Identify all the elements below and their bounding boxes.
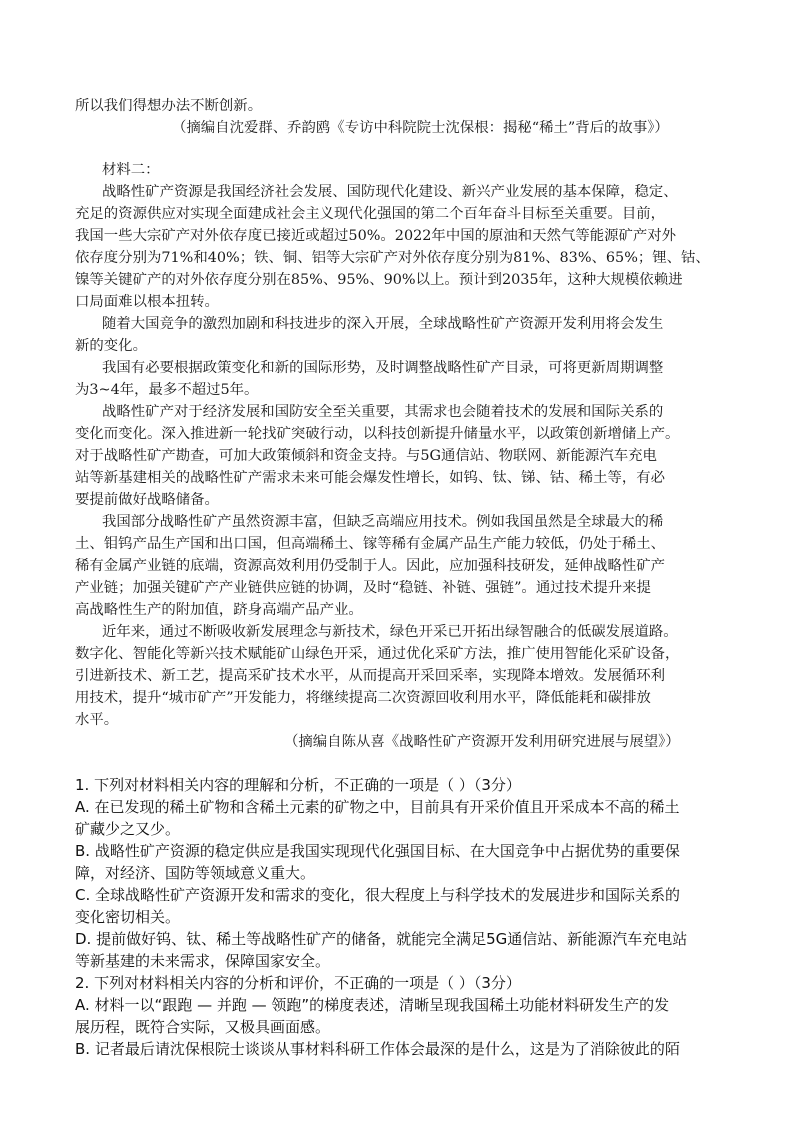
question-1-option-d: 等新基建的未来需求，保障国家安全。 [75,952,331,970]
material-two-line: 我国一些大宗矿产对外依存度已接近或超过50%。2022年中国的原油和天然气等能源矿产对外 [75,228,677,244]
material-two-line: 战略性矿产对于经济发展和国防安全至关重要，其需求也会随着技术的发展和国际关系的 [102,404,664,420]
question-1-option-d: D. 提前做好钨、钛、稀土等战略性矿产的储备，就能完全满足5G通信站、新能源汽车充电站 [75,930,688,948]
material-two-line: 随着大国竞争的激烈加剧和科技进步的深入开展，全球战略性矿产资源开发利用将会发生 [102,316,664,332]
material-two-line: 口局面难以根本扭转。 [75,294,219,310]
material-two-line: 站等新基建相关的战略性矿产需求未来可能会爆发性增长，如钨、钛、锑、钴、稀土等，有必 [75,470,666,486]
material-two-line: 对于战略性矿产勘查，可加大政策倾斜和资金支持。与5G通信站、物联网、新能源汽车充电 [75,448,657,464]
question-2-stem: 2. 下列对材料相关内容的分析和评价，不正确的一项是（ ）（3分） [75,974,521,992]
question-1-option-c: 变化密切相关。 [75,908,181,926]
question-2-option-b: B. 记者最后请沈保根院士谈谈从事材料科研工作体会最深的是什么，这是为了消除彼此的陌 [75,1040,680,1058]
question-1-option-b: 障，对经济、国防等领域意义重大。 [75,864,316,882]
material-one-closing-line: 所以我们得想办法不断创新。 [75,98,263,114]
material-two-line: 我国有必要根据政策变化和新的国际形势，及时调整战略性矿产目录，可将更新周期调整 [102,360,664,376]
question-2-option-a: 展历程，既符合实际，又极具画面感。 [75,1018,331,1036]
material-two-source: （摘编自陈从喜《战略性矿产资源开发利用研究进展与展望》） [284,734,680,750]
material-one-source: （摘编自沈爱群、乔韵鸥《专访中科院院士沈保根：揭秘“稀土”背后的故事》） [172,120,669,136]
material-two-heading: 材料二： [102,162,160,178]
material-two-line: 水平。 [75,712,119,728]
question-1-stem: 1. 下列对材料相关内容的理解和分析，不正确的一项是（ ）（3分） [75,776,521,794]
material-two-line: 数字化、智能化等新兴技术赋能矿山绿色开采，通过优化采矿方法，推广使用智能化采矿设备， [75,646,680,662]
material-two-line: 变化而变化。深入推进新一轮找矿突破行动，以科技创新提升储量水平，以政策创新增储上产。 [75,426,680,442]
material-two-line: 引进新技术、新工艺，提高采矿技术水平，从而提高开采回采率，实现降本增效。发展循环利 [75,668,666,684]
material-two-line: 镍等关键矿产的对外依存度分别在85%、95%、90%以上。预计到2035年，这种大规模依赖进 [75,272,683,288]
material-two-line: 要提前做好战略储备。 [75,492,219,508]
material-two-line: 战略性矿产资源是我国经济社会发展、国防现代化建设、新兴产业发展的基本保障，稳定、 [102,184,678,200]
material-two-line: 新的变化。 [75,338,147,354]
material-two-line: 我国部分战略性矿产虽然资源丰富，但缺乏高端应用技术。例如我国虽然是全球最大的稀 [102,514,664,530]
question-1-option-b: B. 战略性矿产资源的稳定供应是我国实现现代化强国目标、在大国竞争中占据优势的重要保 [75,842,680,860]
material-two-line: 依存度分别为71%和40%；铁、铜、铝等大宗矿产对外依存度分别为81%、83%、65%；锂、钴、 [75,250,710,266]
material-two-line: 高战略性生产的附加值，跻身高端产品产业。 [75,602,363,618]
material-two-line: 土、钼钨产品生产国和出口国，但高端稀土、镓等稀有金属产品生产能力较低，仍处于稀土、 [75,536,666,552]
question-1-option-c: C. 全球战略性矿产资源开发和需求的变化，很大程度上与科学技术的发展进步和国际关系的 [75,886,681,904]
material-two-line: 充足的资源供应对实现全面建成社会主义现代化强国的第二个百年奋斗目标至关重要。目前， [75,206,666,222]
material-two-line: 产业链；加强关键矿产产业链供应链的协调，及时“稳链、补链、强链”。通过技术提升来提 [75,580,651,596]
question-2-option-a: A. 材料一以“跟跑 — 并跑 — 领跑”的梯度表述，清晰呈现我国稀土功能材料研发生产的发 [75,996,670,1014]
question-1-option-a: A. 在已发现的稀土矿物和含稀土元素的矿物之中，目前具有开采价值且开采成本不高的稀土 [75,798,680,816]
material-two-line: 用技术，提升“城市矿产”开发能力，将继续提高二次资源回收利用水平，降低能耗和碳排放 [75,690,651,706]
material-two-line: 近年来，通过不断吸收新发展理念与新技术，绿色开采已开拓出绿智融合的低碳发展道路。 [102,624,678,640]
question-1-option-a: 矿藏少之又少。 [75,820,181,838]
material-two-line: 稀有金属产业链的底端，资源高效利用仍受制于人。因此，应加强科技研发，延伸战略性矿产 [75,558,666,574]
material-two-line: 为3~4年，最多不超过5年。 [75,382,259,398]
